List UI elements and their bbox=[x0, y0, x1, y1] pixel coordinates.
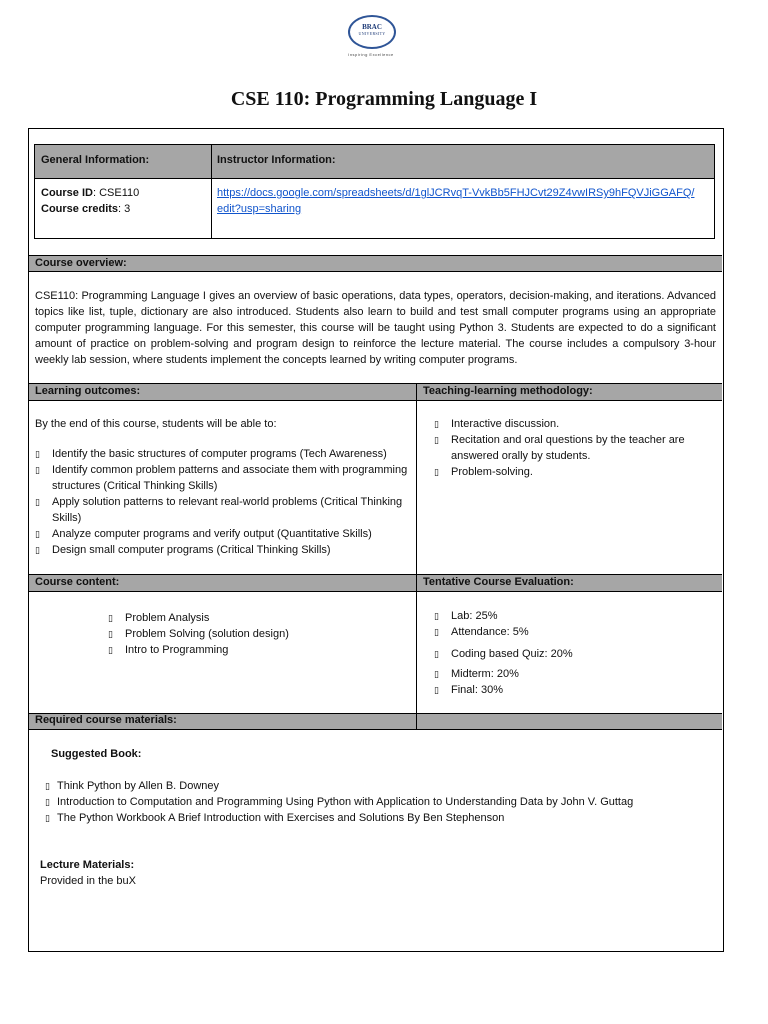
methodology-body bbox=[434, 416, 714, 480]
course-overview-text: CSE110: Programming Language I gives an overview of basic operations, data types, operators, decision-making, and iterations. Advanced topics like list, tuple, dictionary are also introduced. Students also learn to build and test small computer programs using an appropriate computer programming language. For this semester, this course will be taught using Python 3. Students are expected to do a significant amount of practice on problem-solving and program design to reinforce the lecture material. The course includes a compulsory 3-hour weekly lab session, where students implement the concepts learned by writing computer programs. bbox=[35, 290, 716, 366]
methodology-item: ▯ Recitation and oral questions by the teacher are answered orally by students. bbox=[434, 432, 714, 464]
university-logo bbox=[336, 12, 406, 58]
learning-outcomes-body bbox=[35, 416, 410, 558]
methodology-item: ▯ Problem-solving. bbox=[434, 464, 714, 480]
outcome-item: ▯ Identify the basic structures of computer programs (Tech Awareness) bbox=[35, 446, 410, 462]
outcome-item: ▯ Design small computer programs (Critical Thinking Skills) bbox=[35, 542, 410, 558]
lecture-materials-label: Lecture Materials: bbox=[40, 859, 135, 871]
outcome-item: ▯ Analyze computer programs and verify output (Quantitative Skills) bbox=[35, 526, 410, 542]
course-credits-label: Course credits bbox=[41, 203, 119, 215]
column-divider bbox=[416, 383, 417, 730]
course-id-value: : CSE110 bbox=[92, 187, 140, 199]
general-info-header-row bbox=[35, 145, 714, 179]
suggested-book-label: Suggested Book: bbox=[51, 748, 142, 760]
general-info-table bbox=[34, 144, 715, 239]
course-credits-value: : 3 bbox=[118, 203, 131, 215]
logo-name: BRAC bbox=[362, 23, 382, 31]
evaluation-item: ▯ Attendance: 5% bbox=[434, 624, 714, 640]
page-title: CSE 110: Programming Language I bbox=[230, 88, 538, 110]
methodology-item: ▯ Interactive discussion. bbox=[434, 416, 714, 432]
instructor-sheet-link[interactable] bbox=[217, 185, 694, 217]
evaluation-item: ▯ Lab: 25% bbox=[434, 608, 714, 624]
methodology-header: Teaching-learning methodology: bbox=[423, 385, 593, 397]
book-item: ▯ The Python Workbook A Brief Introduction with Exercises and Solutions By Ben Stephenson bbox=[45, 810, 715, 826]
content-header-row bbox=[29, 574, 722, 592]
content-item: ▯ Problem Solving (solution design) bbox=[108, 626, 408, 642]
general-info-divider bbox=[211, 145, 212, 238]
evaluation-list bbox=[434, 608, 714, 698]
course-credits-line bbox=[41, 201, 130, 217]
lecture-materials-text: Provided in the buX bbox=[40, 875, 137, 887]
outcome-item: ▯ Identify common problem patterns and associate them with programming structures (Critical Thinking Skills) bbox=[35, 462, 410, 494]
evaluation-header: Tentative Course Evaluation: bbox=[423, 576, 574, 588]
instructor-link-line-1[interactable]: https://docs.google.com/spreadsheets/d/1glJCRvqT-VvkBb5FHJCvt29Z4vwIRSy9hFQVJiGGAFQ/ bbox=[217, 187, 695, 199]
evaluation-item: ▯ Midterm: 20% bbox=[434, 666, 714, 682]
course-content-header: Course content: bbox=[35, 576, 120, 588]
course-content-list bbox=[108, 610, 408, 658]
general-info-header: General Information: bbox=[41, 154, 150, 166]
book-item: ▯ Introduction to Computation and Programming Using Python with Application to Understanding Data by John V. Guttag bbox=[45, 794, 715, 810]
content-item: ▯ Intro to Programming bbox=[108, 642, 408, 658]
materials-header: Required course materials: bbox=[35, 714, 177, 726]
content-item: ▯ Problem Analysis bbox=[108, 610, 408, 626]
instructor-info-header: Instructor Information: bbox=[217, 154, 336, 166]
course-overview-header: Course overview: bbox=[29, 255, 722, 272]
outcomes-intro: By the end of this course, students will be able to: bbox=[35, 418, 277, 430]
learning-outcomes-header: Learning outcomes: bbox=[35, 385, 141, 397]
course-id-label: Course ID bbox=[41, 187, 93, 199]
logo-emblem bbox=[348, 15, 396, 49]
evaluation-item: ▯ Final: 30% bbox=[434, 682, 714, 698]
course-id-line bbox=[41, 185, 139, 201]
instructor-link-line-2[interactable]: edit?usp=sharing bbox=[217, 203, 302, 215]
book-item: ▯ Think Python by Allen B. Downey bbox=[45, 778, 715, 794]
logo-name-2: UNIVERSITY bbox=[358, 31, 386, 36]
outcome-item: ▯ Apply solution patterns to relevant real-world problems (Critical Thinking Skills) bbox=[35, 494, 410, 526]
suggested-books-list bbox=[45, 778, 715, 826]
logo-tagline: Inspiring Excellence bbox=[348, 52, 394, 57]
evaluation-item: ▯ Coding based Quiz: 20% bbox=[434, 646, 714, 662]
